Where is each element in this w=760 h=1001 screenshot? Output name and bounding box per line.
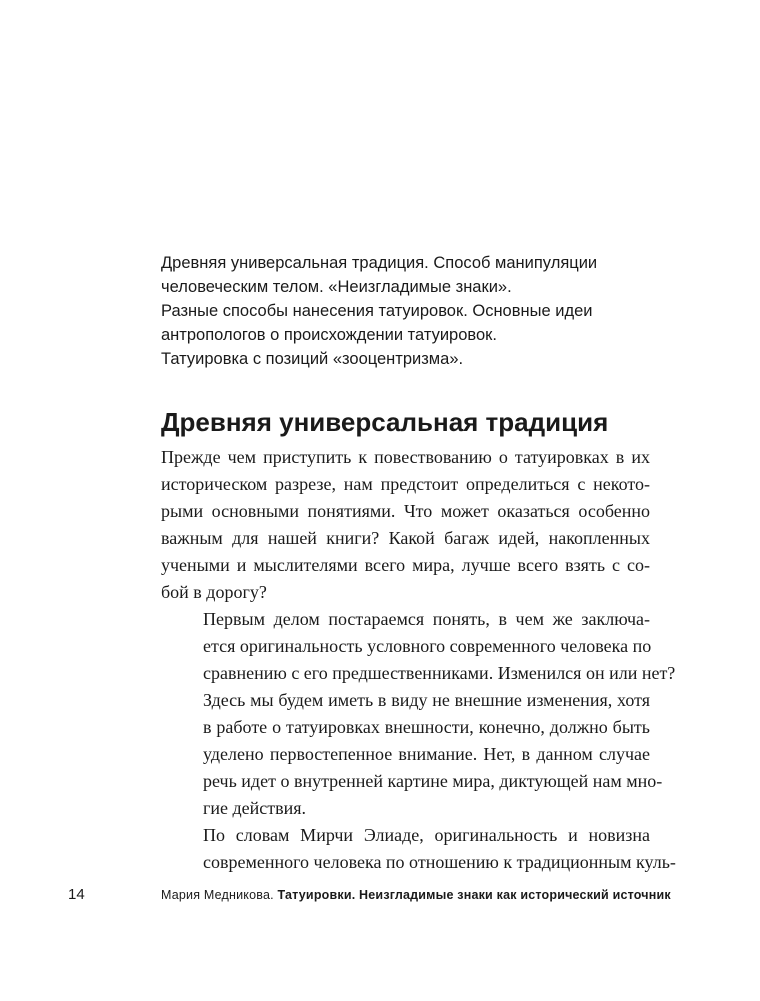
book-title: Татуировки. Неизгладимые знаки как исторический источник bbox=[277, 888, 671, 902]
section-heading: Древняя универсальная традиция bbox=[161, 407, 609, 437]
author-name: Мария Медникова. bbox=[161, 888, 274, 902]
summary-line: Древняя универсальная традиция. Способ манипуляции bbox=[161, 254, 598, 272]
running-head bbox=[161, 885, 671, 905]
text-line: в работе о татуировках внешности, конечно, должно быть bbox=[203, 717, 650, 737]
text-line: учеными и мыслителями всего мира, лучше всего взять с со- bbox=[161, 555, 650, 575]
text-line: Прежде чем приступить к повествованию о татуировках в их bbox=[161, 447, 650, 467]
chapter-summary bbox=[161, 251, 621, 371]
text-line: сравнению с его предшественниками. Изменился он или нет? bbox=[203, 663, 676, 683]
paragraph bbox=[161, 822, 676, 876]
text-line: бой в дорогу? bbox=[161, 582, 267, 602]
text-line: По словам Мирчи Элиаде, оригинальность и новизна bbox=[203, 825, 650, 845]
text-line: Здесь мы будем иметь в виду не внешние изменения, хотя bbox=[203, 690, 650, 710]
text-line: гие действия. bbox=[203, 798, 307, 818]
summary-line: антропологов о происхождении татуировок. bbox=[161, 326, 497, 344]
text-line: уделено первостепенное внимание. Нет, в данном случае bbox=[203, 744, 650, 764]
text-line: Первым делом постараемся понять, в чем же заключа- bbox=[203, 609, 650, 629]
paragraph bbox=[161, 606, 676, 822]
page-footer bbox=[68, 884, 671, 906]
text-line: рыми основными понятиями. Что может оказаться особенно bbox=[161, 501, 650, 521]
text-line: современного человека по отношению к традиционным куль- bbox=[203, 852, 676, 872]
summary-line: Разные способы нанесения татуировок. Основные идеи bbox=[161, 302, 593, 320]
text-line: речь идет о внутренней картине мира, диктующей нам мно- bbox=[203, 771, 663, 791]
text-line: историческом разрезе, нам предстоит определиться с некото- bbox=[161, 474, 650, 494]
text-line: важным для нашей книги? Какой багаж идей, накопленных bbox=[161, 528, 650, 548]
text-line: ется оригинальность условного современного человека по bbox=[203, 636, 652, 656]
paragraph bbox=[161, 444, 650, 606]
page-number: 14 bbox=[68, 886, 85, 903]
summary-line: человеческим телом. «Неизгладимые знаки». bbox=[161, 278, 512, 296]
section-body bbox=[161, 444, 676, 876]
summary-line: Татуировка с позиций «зооцентризма». bbox=[161, 350, 464, 368]
